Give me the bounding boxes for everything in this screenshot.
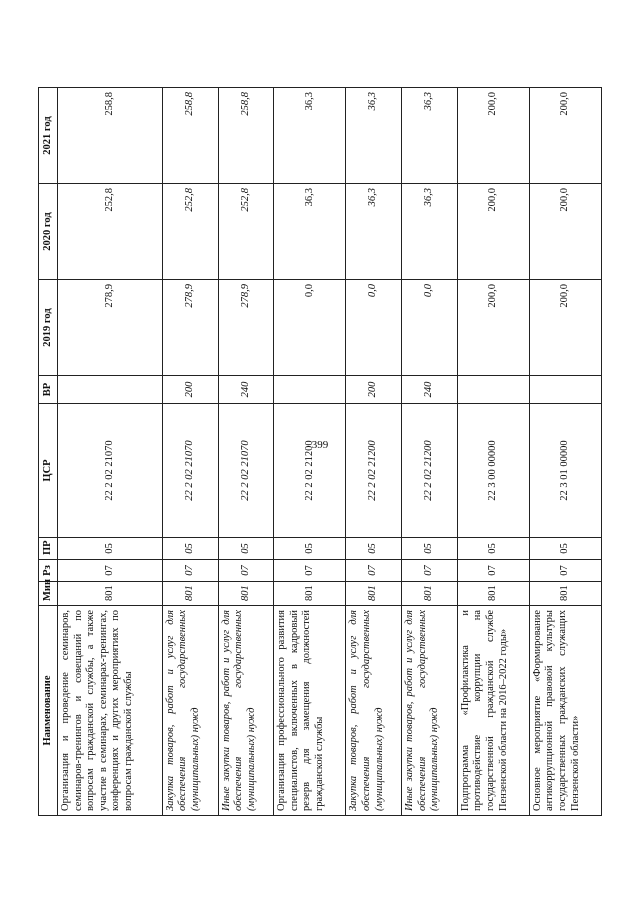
value-2019-cell: 0,0 xyxy=(346,280,402,376)
table-row xyxy=(162,88,218,816)
min-cell: 801 xyxy=(58,582,163,606)
value-2020-cell: 36,3 xyxy=(274,184,346,280)
table-row xyxy=(218,88,274,816)
vr-cell xyxy=(529,376,601,404)
value-2020-cell: 36,3 xyxy=(346,184,402,280)
name-cell: Иные закупки товаров, работ и услуг для обеспечения государственных (муниципальных) нужд xyxy=(402,606,458,816)
csr-cell: 22 2 02 21200 xyxy=(402,404,458,538)
table-row xyxy=(402,88,458,816)
column-header: ПР xyxy=(39,538,58,560)
rz-cell: 07 xyxy=(529,560,601,582)
table-row xyxy=(529,88,601,816)
name-cell: Закупка товаров, работ и услуг для обеспечения государственных (муниципальных) нужд xyxy=(346,606,402,816)
vr-cell xyxy=(457,376,529,404)
value-2019-cell: 200,0 xyxy=(529,280,601,376)
budget-table xyxy=(38,87,602,816)
min-cell: 801 xyxy=(529,582,601,606)
csr-cell: 22 2 02 21070 xyxy=(58,404,163,538)
csr-cell: 22 2 02 21200 xyxy=(274,404,346,538)
name-cell: Подпрограмма «Профилактика и противодействие коррупции на государственной гражданской службе Пензенской области на 2016–2022 годы» xyxy=(457,606,529,816)
value-2020-cell: 36,3 xyxy=(402,184,458,280)
value-2021-cell: 36,3 xyxy=(274,88,346,184)
min-cell: 801 xyxy=(274,582,346,606)
pr-cell: 05 xyxy=(274,538,346,560)
vr-cell xyxy=(274,376,346,404)
column-header: ЦСР xyxy=(39,404,58,538)
value-2020-cell: 200,0 xyxy=(457,184,529,280)
rz-cell: 07 xyxy=(457,560,529,582)
name-cell: Закупка товаров, работ и услуг для обеспечения государственных (муниципальных) нужд xyxy=(162,606,218,816)
vr-cell: 200 xyxy=(346,376,402,404)
value-2019-cell: 278,9 xyxy=(218,280,274,376)
value-2021-cell: 200,0 xyxy=(457,88,529,184)
rz-cell: 07 xyxy=(402,560,458,582)
column-header: Рз xyxy=(39,560,58,582)
min-cell: 801 xyxy=(457,582,529,606)
value-2020-cell: 200,0 xyxy=(529,184,601,280)
table-row xyxy=(346,88,402,816)
pr-cell: 05 xyxy=(218,538,274,560)
rz-cell: 07 xyxy=(218,560,274,582)
rz-cell: 07 xyxy=(162,560,218,582)
column-header: Наименование xyxy=(39,606,58,816)
value-2019-cell: 278,9 xyxy=(162,280,218,376)
value-2021-cell: 258,8 xyxy=(58,88,163,184)
pr-cell: 05 xyxy=(529,538,601,560)
pr-cell: 05 xyxy=(346,538,402,560)
pr-cell: 05 xyxy=(162,538,218,560)
column-header: 2021 год xyxy=(39,88,58,184)
name-cell: Основное мероприятие «Формирование антикоррупционной правовой культуры государственных гражданских служащих Пензенской области» xyxy=(529,606,601,816)
value-2019-cell: 0,0 xyxy=(402,280,458,376)
value-2021-cell: 36,3 xyxy=(346,88,402,184)
vr-cell: 240 xyxy=(402,376,458,404)
table-row xyxy=(58,88,163,816)
table-header-row xyxy=(39,88,58,816)
min-cell: 801 xyxy=(402,582,458,606)
rotated-table-container xyxy=(38,88,602,816)
value-2021-cell: 36,3 xyxy=(402,88,458,184)
table-body xyxy=(58,88,602,816)
column-header: Мин xyxy=(39,582,58,606)
pr-cell: 05 xyxy=(58,538,163,560)
name-cell: Организация профессионального развития специалистов, включенных в кадровый резерв для замещения должностей гражданской службы xyxy=(274,606,346,816)
value-2021-cell: 258,8 xyxy=(162,88,218,184)
column-header: 2020 год xyxy=(39,184,58,280)
vr-cell xyxy=(58,376,163,404)
rz-cell: 07 xyxy=(58,560,163,582)
value-2020-cell: 252,8 xyxy=(58,184,163,280)
pr-cell: 05 xyxy=(457,538,529,560)
name-cell: Организация и проведение семинаров, семинаров-тренингов и совещаний по вопросам гражданской службы, а также участие в семинарах, семинарах-тренингах, конференциях и других мероприятиях по вопросам гражданской службы xyxy=(58,606,163,816)
rz-cell: 07 xyxy=(274,560,346,582)
column-header: ВР xyxy=(39,376,58,404)
value-2020-cell: 252,8 xyxy=(218,184,274,280)
min-cell: 801 xyxy=(162,582,218,606)
value-2021-cell: 258,8 xyxy=(218,88,274,184)
min-cell: 801 xyxy=(346,582,402,606)
table-row xyxy=(457,88,529,816)
csr-cell: 22 3 01 00000 xyxy=(529,404,601,538)
csr-cell: 22 3 00 00000 xyxy=(457,404,529,538)
rz-cell: 07 xyxy=(346,560,402,582)
csr-cell: 22 2 02 21200 xyxy=(346,404,402,538)
csr-cell: 22 2 02 21070 xyxy=(218,404,274,538)
value-2019-cell: 0,0 xyxy=(274,280,346,376)
value-2019-cell: 200,0 xyxy=(457,280,529,376)
name-cell: Иные закупки товаров, работ и услуг для обеспечения государственных (муниципальных) нужд xyxy=(218,606,274,816)
column-header: 2019 год xyxy=(39,280,58,376)
value-2021-cell: 200,0 xyxy=(529,88,601,184)
vr-cell: 200 xyxy=(162,376,218,404)
value-2020-cell: 252,8 xyxy=(162,184,218,280)
table-row xyxy=(274,88,346,816)
min-cell: 801 xyxy=(218,582,274,606)
csr-cell: 22 2 02 21070 xyxy=(162,404,218,538)
pr-cell: 05 xyxy=(402,538,458,560)
page-number: 399 xyxy=(311,439,329,451)
value-2019-cell: 278,9 xyxy=(58,280,163,376)
vr-cell: 240 xyxy=(218,376,274,404)
